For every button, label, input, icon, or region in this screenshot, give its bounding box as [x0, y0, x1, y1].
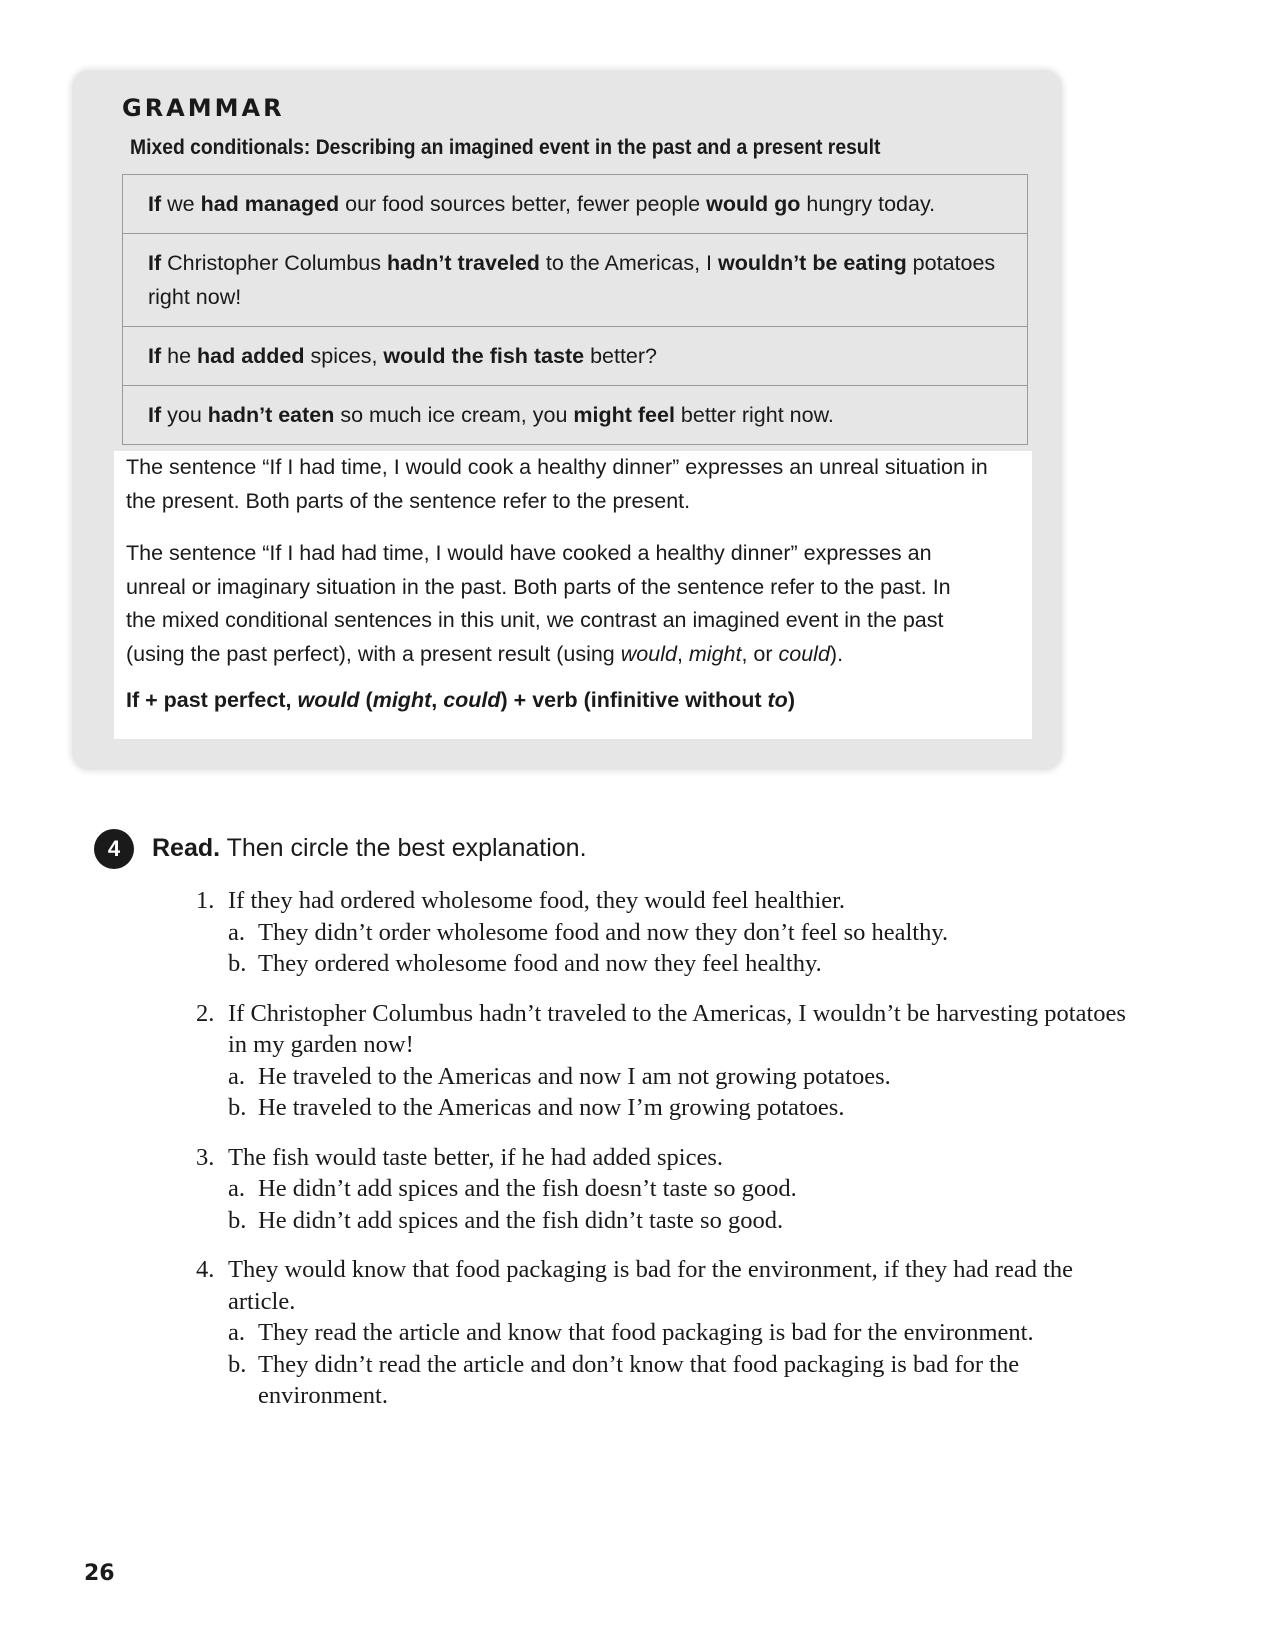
example-row: If we had managed our food sources better, fewer people would go hungry today.	[148, 192, 936, 216]
explanation-paragraph: The sentence “If I had time, I would cook a healthy dinner” expresses an unreal situation in the present. Both parts of the sentence refer to the present.	[126, 455, 988, 513]
question-item	[196, 1142, 1126, 1237]
example-row: If he had added spices, would the fish taste better?	[123, 326, 1027, 385]
question-number: 1.	[196, 887, 215, 914]
examples-table	[122, 174, 1028, 445]
question-text: If they had ordered wholesome food, they would feel healthier.	[228, 887, 846, 914]
option-text: They didn’t read the article and don’t know that food packaging is bad for the environment.	[258, 1350, 1020, 1409]
bold-run: wouldn’t be eating	[717, 251, 907, 275]
italic-run: would	[620, 641, 677, 666]
answer-option[interactable]	[228, 1317, 1126, 1349]
option-letter: b.	[228, 950, 247, 977]
explanation-paragraph: The sentence “If I had had time, I would have cooked a healthy dinner” expresses an unreal or imaginary situation in the past. Both parts of the sentence refer to the past. In the mixed conditional sentences in this unit, we contrast an imagined event in the past (using the past perfect), with a present result (using would, might, or could).	[126, 541, 951, 666]
explanation-panel	[114, 451, 1032, 739]
italic-run: to	[767, 688, 788, 712]
exercise-instruction	[152, 831, 587, 865]
grammar-title: GRAMMAR	[122, 94, 285, 122]
answer-option[interactable]	[228, 917, 1126, 949]
option-text: He didn’t add spices and the fish didn’t taste so good.	[258, 1206, 784, 1234]
question-text: They would know that food packaging is bad for the environment, if they had read the article.	[228, 1256, 1074, 1315]
question-list	[196, 885, 1126, 1430]
grammar-formula: If + past perfect, would (might, could) + verb (infinitive without to)	[126, 688, 795, 712]
bold-run: If	[148, 403, 162, 427]
italic-run: might	[372, 688, 432, 712]
bold-run: If	[148, 251, 162, 275]
answer-option[interactable]	[228, 948, 1126, 980]
option-letter: b.	[228, 1094, 247, 1121]
option-text: They didn’t order wholesome food and now they don’t feel so healthy.	[258, 918, 949, 946]
option-text: They read the article and know that food packaging is bad for the environment.	[258, 1319, 1034, 1346]
example-row: If you hadn’t eaten so much ice cream, you might feel better right now.	[123, 385, 1027, 444]
italic-run: might	[688, 641, 742, 666]
option-text: He traveled to the Americas and now I am not growing potatoes.	[258, 1062, 891, 1090]
option-letter: b.	[228, 1206, 247, 1234]
italic-run: could	[778, 641, 830, 666]
question-item	[196, 885, 1126, 980]
option-letter: a.	[228, 1319, 245, 1346]
grammar-box	[72, 70, 1062, 770]
answer-option[interactable]	[228, 1205, 1126, 1237]
instruction-bold: Read.	[152, 834, 221, 862]
question-number: 2.	[196, 999, 215, 1027]
option-letter: a.	[228, 1062, 245, 1090]
question-number: 4.	[196, 1256, 215, 1283]
italic-run: would	[297, 688, 360, 712]
option-letter: b.	[228, 1350, 247, 1378]
answer-option[interactable]	[228, 1349, 1126, 1412]
bold-run: had managed	[200, 192, 340, 216]
bold-run: might feel	[573, 403, 675, 427]
bold-run: If	[148, 192, 162, 216]
bold-run: would the fish taste	[383, 344, 585, 368]
answer-option[interactable]	[228, 1173, 1126, 1205]
option-text: He traveled to the Americas and now I’m growing potatoes.	[258, 1094, 845, 1121]
question-number: 3.	[196, 1143, 215, 1171]
option-letter: a.	[228, 1175, 245, 1202]
bold-run: hadn’t traveled	[387, 251, 540, 275]
question-text: If Christopher Columbus hadn’t traveled to the Americas, I wouldn’t be harvesting potatoes in my garden now!	[228, 999, 1126, 1058]
bold-run: would go	[706, 192, 801, 216]
bold-run: If	[148, 344, 162, 368]
bold-run: had added	[197, 344, 305, 368]
example-row: If Christopher Columbus hadn’t traveled to the Americas, I wouldn’t be eating potatoes right now!	[123, 233, 1027, 326]
instruction-text: Then circle the best explanation.	[220, 834, 587, 862]
page-number: 26	[84, 1561, 115, 1586]
question-text: The fish would taste better, if he had added spices.	[228, 1143, 723, 1171]
question-item	[196, 1254, 1126, 1412]
option-text: They ordered wholesome food and now they feel healthy.	[258, 950, 822, 977]
question-item	[196, 998, 1126, 1124]
option-text: He didn’t add spices and the fish doesn’t taste so good.	[258, 1175, 797, 1202]
answer-option[interactable]	[228, 1092, 1126, 1124]
option-letter: a.	[228, 918, 245, 946]
answer-option[interactable]	[228, 1061, 1126, 1093]
bold-run: hadn’t eaten	[207, 403, 335, 427]
exercise-number-badge: 4	[94, 829, 134, 869]
italic-run: could	[443, 688, 501, 712]
grammar-subtitle: Mixed conditionals: Describing an imagined event in the past and a present result	[130, 136, 881, 159]
